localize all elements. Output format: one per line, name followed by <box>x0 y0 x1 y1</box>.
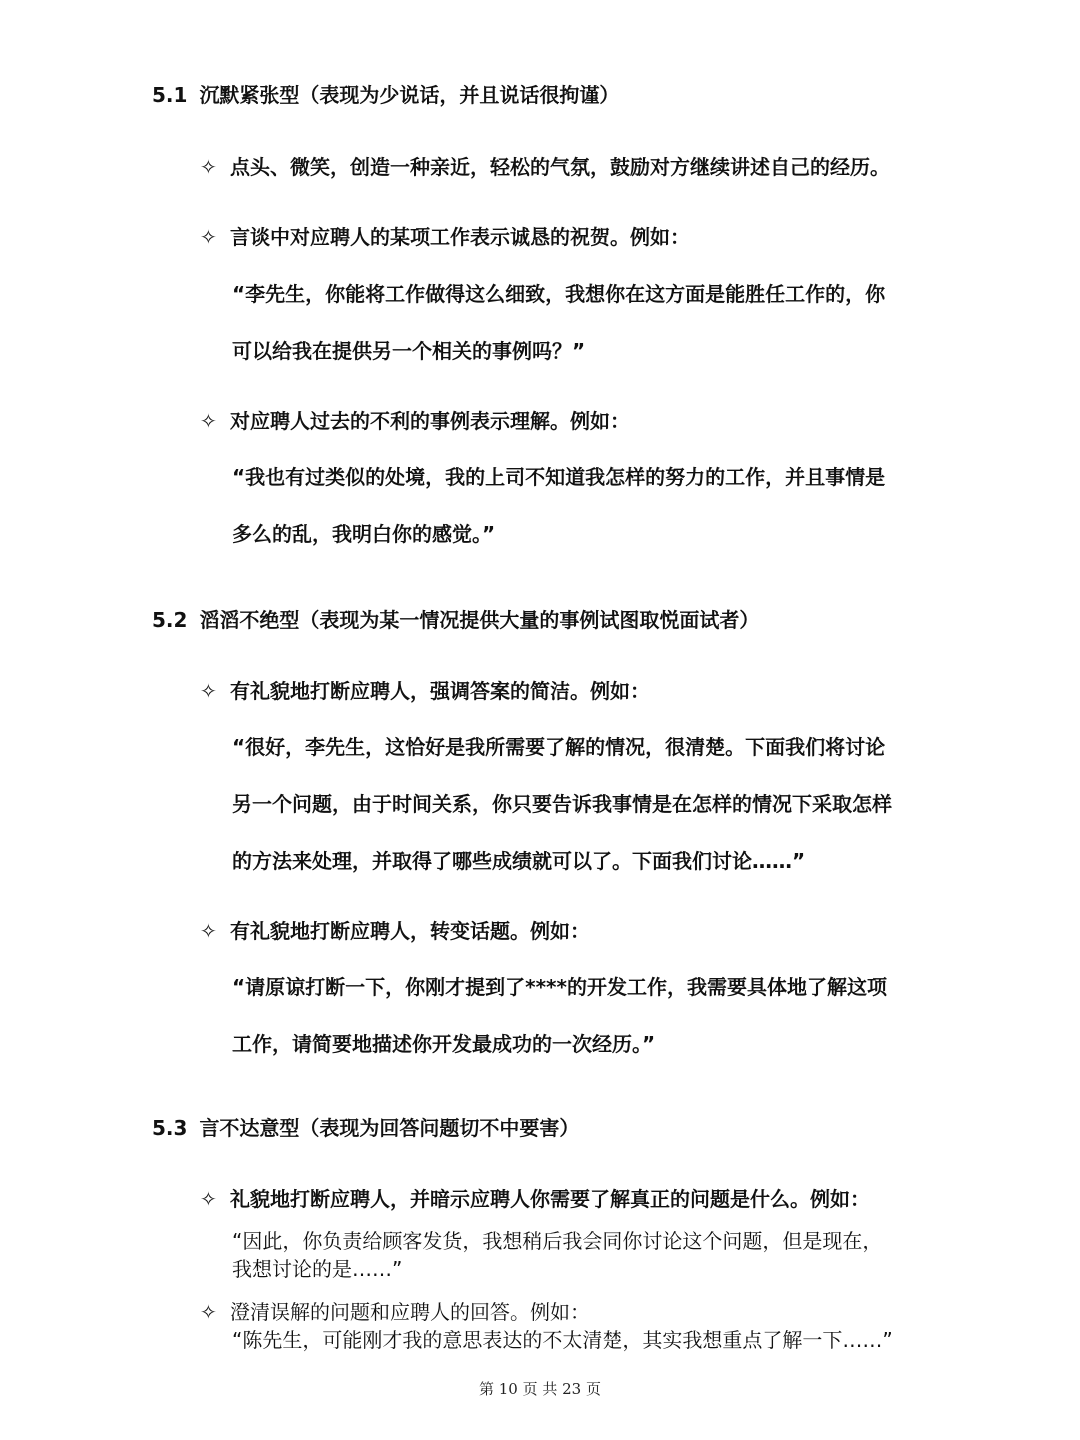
quote-line: “因此，你负责给顾客发货，我想稍后我会同你讨论这个问题，但是现在， <box>232 1229 883 1253</box>
quote-line: 的方法来处理，并取得了哪些成绩就可以了。下面我们讨论……” <box>232 849 806 873</box>
page-footer: 第 10 页 共 23 页 <box>478 1380 601 1398</box>
section-heading-5-3 <box>152 1112 579 1141</box>
diamond-bullet-icon: ✧ <box>200 679 217 703</box>
quote-line: 我想讨论的是……” <box>232 1257 403 1281</box>
bullet-text: 对应聘人过去的不利的事例表示理解。例如： <box>230 409 630 433</box>
bullet-text: 澄清误解的问题和应聘人的回答。例如： <box>230 1300 590 1324</box>
bullet-item <box>200 1296 590 1325</box>
section-heading-5-2 <box>152 604 759 633</box>
quote-line: “李先生，你能将工作做得这么细致，我想你在这方面是能胜任工作的，你 <box>232 282 886 306</box>
quote-line: 工作，请简要地描述你开发最成功的一次经历。” <box>232 1032 656 1056</box>
bullet-item <box>200 915 590 944</box>
diamond-bullet-icon: ✧ <box>200 409 217 433</box>
quote-line: 多么的乱，我明白你的感觉。” <box>232 522 496 546</box>
quote-line: “我也有过类似的处境，我的上司不知道我怎样的努力的工作，并且事情是 <box>232 465 886 489</box>
bullet-text: 有礼貌地打断应聘人，转变话题。例如： <box>230 919 590 943</box>
quote-line: “陈先生，可能刚才我的意思表达的不太清楚，其实我想重点了解一下……” <box>232 1328 893 1352</box>
bullet-text: 有礼貌地打断应聘人，强调答案的简洁。例如： <box>230 679 650 703</box>
diamond-bullet-icon: ✧ <box>200 225 217 249</box>
diamond-bullet-icon: ✧ <box>200 155 217 179</box>
bullet-text: 言谈中对应聘人的某项工作表示诚恳的祝贺。例如： <box>230 225 690 249</box>
diamond-bullet-icon: ✧ <box>200 1300 217 1324</box>
quote-line: “请原谅打断一下，你刚才提到了****的开发工作，我需要具体地了解这项 <box>232 975 887 999</box>
bullet-item <box>200 675 650 704</box>
section-number: 5.1 <box>152 83 188 107</box>
section-title: 滔滔不绝型（表现为某一情况提供大量的事例试图取悦面试者） <box>199 608 760 632</box>
bullet-text: 点头、微笑，创造一种亲近，轻松的气氛，鼓励对方继续讲述自己的经历。 <box>230 155 890 179</box>
quote-line: 另一个问题，由于时间关系，你只要告诉我事情是在怎样的情况下采取怎样 <box>232 792 892 816</box>
bullet-item <box>200 1183 870 1212</box>
section-number: 5.2 <box>152 608 188 632</box>
quote-line: 可以给我在提供另一个相关的事例吗？” <box>232 339 586 363</box>
section-number: 5.3 <box>152 1116 188 1140</box>
diamond-bullet-icon: ✧ <box>200 919 217 943</box>
bullet-item <box>200 221 690 250</box>
quote-line: “很好，李先生，这恰好是我所需要了解的情况，很清楚。下面我们将讨论 <box>232 735 886 759</box>
section-title: 沉默紧张型（表现为少说话，并且说话很拘谨） <box>199 83 620 107</box>
section-heading-5-1 <box>152 79 619 108</box>
diamond-bullet-icon: ✧ <box>200 1187 217 1211</box>
bullet-item <box>200 151 890 180</box>
bullet-item <box>200 405 630 434</box>
section-title: 言不达意型（表现为回答问题切不中要害） <box>199 1116 580 1140</box>
bullet-text: 礼貌地打断应聘人，并暗示应聘人你需要了解真正的问题是什么。例如： <box>230 1187 870 1211</box>
